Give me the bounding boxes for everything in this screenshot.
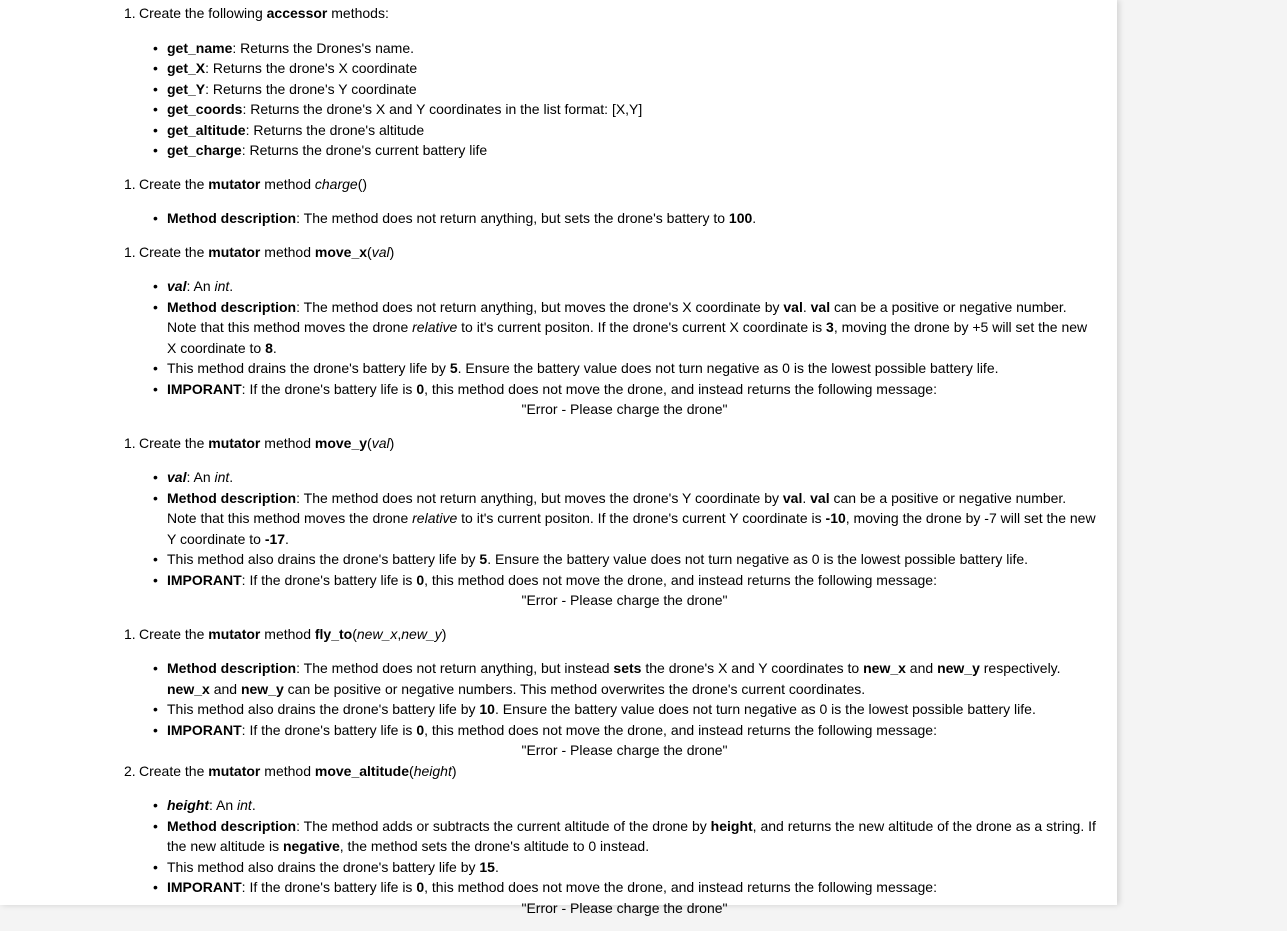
list-number: 1. bbox=[124, 5, 136, 21]
section-charge-heading bbox=[124, 174, 1099, 195]
section-accessor-heading bbox=[124, 3, 1099, 24]
list-item: • Method description: The method does not return anything, but instead sets the drone's X and Y coordinates to new_x and new_y respectively. new_x and new_y can be positive or negative numbers. This method overwrites the drone's current coordinates. bbox=[167, 658, 1099, 699]
list-number: 1. bbox=[124, 175, 136, 192]
section-move-x-heading bbox=[124, 242, 1099, 263]
move-altitude-details-list bbox=[124, 795, 1099, 918]
list-item: • This method also drains the drone's battery life by 15. bbox=[167, 857, 1099, 878]
move-x-details-list bbox=[124, 276, 1099, 420]
section-move-altitude-heading bbox=[124, 761, 1099, 782]
section-fly-to-heading bbox=[124, 624, 1099, 645]
list-item: • get_X: Returns the drone's X coordinate bbox=[167, 58, 1099, 79]
list-item: • get_altitude: Returns the drone's altitude bbox=[167, 120, 1099, 141]
error-message: "Error - Please charge the drone" bbox=[521, 899, 728, 916]
list-item: • Method description: The method does not return anything, but moves the drone's X coordinate by val. val can be a positive or negative number. Note that this method moves the drone relative to it's current positon. If the drone's current X coordinate is 3, moving the drone by +5 will set the new X coordinate to 8. bbox=[167, 297, 1099, 359]
heading-text: Create the mutator method move_altitude(height) bbox=[139, 762, 457, 779]
section-move-y-heading bbox=[124, 433, 1099, 454]
list-number: 1. bbox=[124, 434, 136, 451]
charge-details-list bbox=[124, 208, 1099, 229]
error-message: "Error - Please charge the drone" bbox=[521, 742, 728, 758]
heading-text: Create the mutator method charge() bbox=[139, 175, 368, 192]
list-item: • Method description: The method does not return anything, but moves the drone's Y coordinate by val. val can be a positive or negative number. Note that this method moves the drone relative to it's current positon. If the drone's current Y coordinate is -10, moving the drone by -7 will set the new Y coordinate to -17. bbox=[167, 488, 1099, 550]
error-message: "Error - Please charge the drone" bbox=[521, 401, 728, 417]
fly-to-details-list bbox=[124, 658, 1099, 761]
move-y-details-list bbox=[124, 467, 1099, 611]
list-item: • val: An int. bbox=[167, 467, 1099, 488]
list-number: 2. bbox=[124, 762, 136, 779]
list-item: • IMPORANT: If the drone's battery life is 0, this method does not move the drone, and instead returns the following message: "Error - Please charge the drone" bbox=[167, 720, 1099, 761]
list-item: • get_coords: Returns the drone's X and Y coordinates in the list format: [X,Y] bbox=[167, 99, 1099, 120]
heading-text: Create the mutator method move_x(val) bbox=[139, 243, 395, 260]
list-item: • IMPORANT: If the drone's battery life is 0, this method does not move the drone, and instead returns the following message: "Error - Please charge the drone" bbox=[167, 570, 1099, 611]
list-item: • height: An int. bbox=[167, 795, 1099, 816]
list-item: • IMPORANT: If the drone's battery life is 0, this method does not move the drone, and instead returns the following message: "Error - Please charge the drone" bbox=[167, 379, 1099, 420]
list-item: • This method also drains the drone's battery life by 5. Ensure the battery value does not turn negative as 0 is the lowest possible battery life. bbox=[167, 549, 1099, 570]
list-item: • get_charge: Returns the drone's current battery life bbox=[167, 140, 1099, 161]
list-item: • Method description: The method does not return anything, but sets the drone's battery to 100. bbox=[167, 208, 1099, 229]
error-message: "Error - Please charge the drone" bbox=[521, 592, 728, 608]
list-item: • IMPORANT: If the drone's battery life is 0, this method does not move the drone, and instead returns the following message: "Error - Please charge the drone" bbox=[167, 877, 1099, 918]
list-item: • Method description: The method adds or subtracts the current altitude of the drone by height, and returns the new altitude of the drone as a string. If the new altitude is negative, the method sets the drone's altitude to 0 instead. bbox=[167, 816, 1099, 857]
heading-text: Create the mutator method fly_to(new_x,new_y) bbox=[139, 625, 447, 642]
list-item: • This method also drains the drone's battery life by 10. Ensure the battery value does not turn negative as 0 is the lowest possible battery life. bbox=[167, 699, 1099, 720]
heading-text: Create the mutator method move_y(val) bbox=[139, 434, 395, 451]
accessor-method-list bbox=[124, 38, 1099, 161]
list-number: 1. bbox=[124, 625, 136, 642]
list-number: 1. bbox=[124, 243, 136, 260]
list-item: • val: An int. bbox=[167, 276, 1099, 297]
list-item: • get_name: Returns the Drones's name. bbox=[167, 38, 1099, 59]
list-item: • get_Y: Returns the drone's Y coordinate bbox=[167, 79, 1099, 100]
heading-text: Create the following accessor methods: bbox=[139, 5, 389, 21]
document-content bbox=[124, 3, 1099, 931]
list-item: • This method drains the drone's battery life by 5. Ensure the battery value does not turn negative as 0 is the lowest possible battery life. bbox=[167, 358, 1099, 379]
